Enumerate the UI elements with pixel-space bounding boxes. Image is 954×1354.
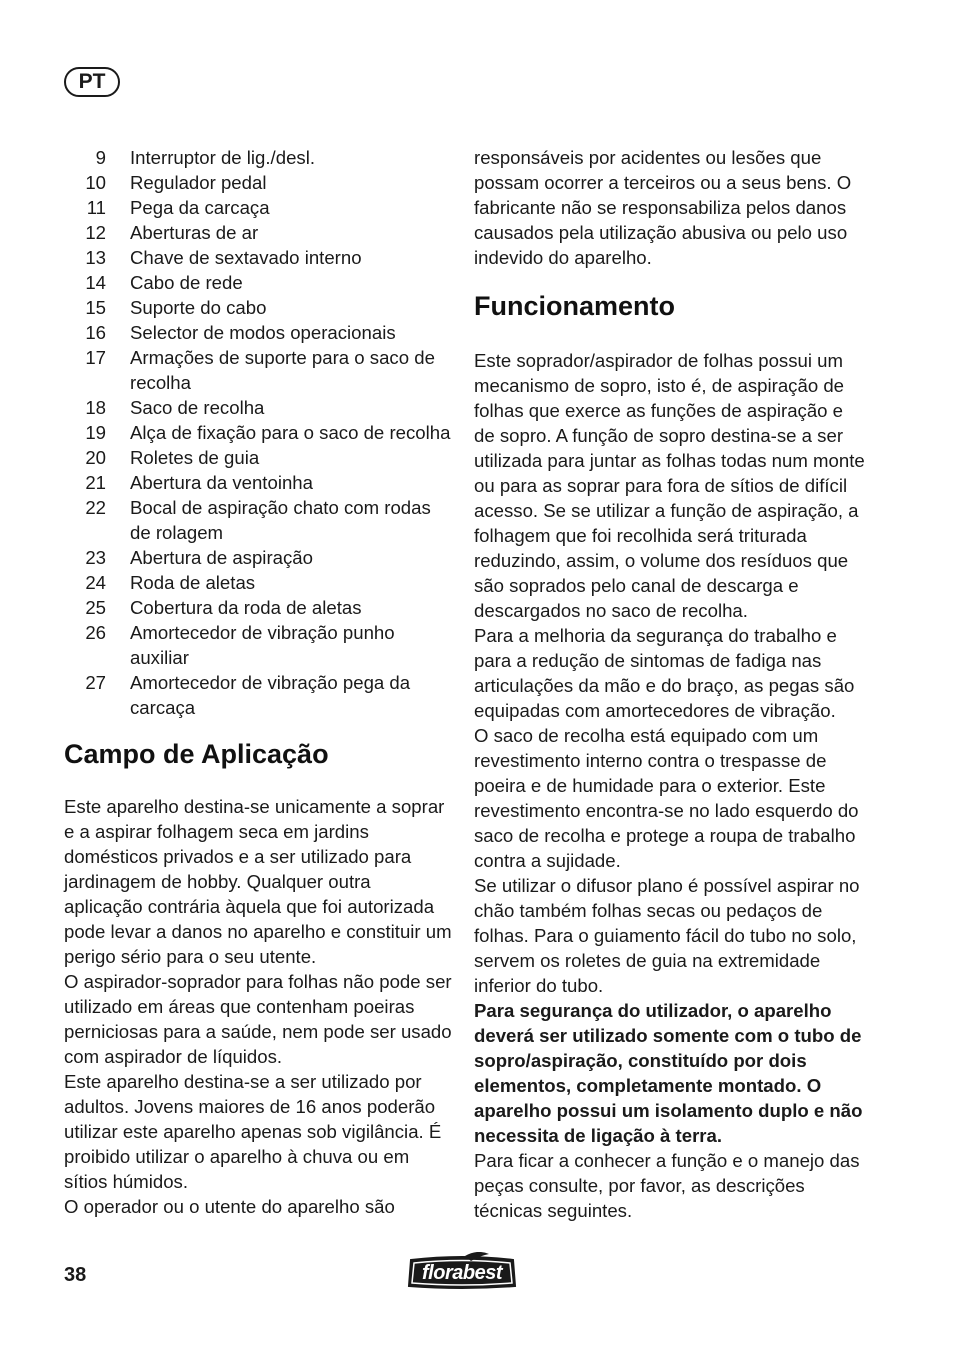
paragraph: O aspirador-soprador para folhas não pode ser utilizado em áreas que contenham poeiras perniciosas para a saúde, nem pode ser usado com aspirador de líquidos. bbox=[64, 971, 452, 1067]
item-number: 17 bbox=[85, 347, 106, 368]
item-label: Pega da carcaça bbox=[130, 197, 270, 218]
safety-notice: Para segurança do utilizador, o aparelho deverá ser utilizado somente com o tubo de sopro/aspiração, constituído por dois elementos, completamente montado. O aparelho possui um isolamento duplo e não necessita de ligação à terra. bbox=[474, 1000, 863, 1146]
parts-list-item bbox=[64, 420, 454, 445]
parts-list-item bbox=[64, 145, 454, 170]
logo-text: florabest bbox=[422, 1261, 502, 1284]
item-number: 22 bbox=[85, 497, 106, 518]
parts-list-item bbox=[64, 245, 454, 270]
item-number: 25 bbox=[85, 597, 106, 618]
item-number: 12 bbox=[85, 222, 106, 243]
parts-list-item bbox=[64, 470, 454, 495]
parts-list-item bbox=[64, 345, 454, 395]
item-number: 10 bbox=[85, 172, 106, 193]
item-label: Cobertura da roda de aletas bbox=[130, 597, 362, 618]
parts-list-item bbox=[64, 570, 454, 595]
item-number: 14 bbox=[85, 272, 106, 293]
paragraph: Este aparelho destina-se unicamente a soprar e a aspirar folhagem seca em jardins domésticos privados e a ser utilizado para jardinagem de hobby. Qualquer outra aplicação contrária àquela que foi autorizada pode levar a danos no aparelho e constituir um perigo sério para o seu utente. bbox=[64, 796, 452, 967]
page-number: 38 bbox=[64, 1264, 87, 1286]
item-number: 19 bbox=[85, 422, 106, 443]
item-label: Chave de sextavado interno bbox=[130, 247, 362, 268]
parts-list-item bbox=[64, 270, 454, 295]
item-label: Saco de recolha bbox=[130, 397, 265, 418]
item-number: 21 bbox=[85, 472, 106, 493]
parts-list-item bbox=[64, 670, 454, 720]
item-number: 13 bbox=[85, 247, 106, 268]
item-number: 11 bbox=[86, 197, 106, 218]
parts-list-item bbox=[64, 495, 454, 545]
language-badge: PT bbox=[64, 67, 120, 97]
parts-list-item bbox=[64, 595, 454, 620]
paragraph: O saco de recolha está equipado com um revestimento interno contra o trespasse de poeira e de humidade para o exterior. Este revestimento encontra-se no lado esquerdo do saco de recolha e protege a roupa de trabalho contra a sujidade. bbox=[474, 725, 859, 871]
parts-list-item bbox=[64, 170, 454, 195]
item-label: Cabo de rede bbox=[130, 272, 243, 293]
parts-list-item bbox=[64, 395, 454, 420]
item-label: Selector de modos operacionais bbox=[130, 322, 396, 343]
paragraph: Este soprador/aspirador de folhas possui um mecanismo de sopro, isto é, de aspiração de folhas que exerce as funções de aspiração e de sopro. A função de sopro destina-se a ser utilizada para juntar as folhas todas num monte ou para as soprar para fora de sítios de difícil acesso. Se se utilizar a função de aspiração, a folhagem que foi recolhida será triturada reduzindo, assim, o volume dos resíduos que são soprados pelo canal de descarga e descargados no saco de recolha. bbox=[474, 350, 865, 621]
left-column bbox=[64, 145, 454, 1219]
parts-list-item bbox=[64, 545, 454, 570]
item-label: Roda de aletas bbox=[130, 572, 256, 593]
paragraph: responsáveis por acidentes ou lesões que possam ocorrer a terceiros ou a seus bens. O fabricante não se responsabiliza pelos danos causados pela utilização abusiva ou pelo uso indevido do aparelho. bbox=[474, 147, 852, 268]
item-number: 16 bbox=[85, 322, 106, 343]
paragraph: Se utilizar o difusor plano é possível aspirar no chão também folhas secas ou pedaços de folhas. Para o guiamento fácil do tubo no solo, servem os roletes de guia na extremidade inferior do tubo. bbox=[474, 875, 860, 996]
item-label: Suporte do cabo bbox=[130, 297, 267, 318]
item-label: Armações de suporte para o saco de recolha bbox=[130, 347, 435, 393]
item-number: 27 bbox=[85, 672, 106, 693]
paragraph: Para ficar a conhecer a função e o manejo das peças consulte, por favor, as descrições técnicas seguintes. bbox=[474, 1150, 860, 1221]
item-number: 24 bbox=[85, 572, 106, 593]
item-label: Amortecedor de vibração punho auxiliar bbox=[130, 622, 395, 668]
parts-list-item bbox=[64, 320, 454, 345]
item-number: 15 bbox=[85, 297, 106, 318]
section-heading-funcionamento: Funcionamento bbox=[474, 291, 675, 321]
item-number: 23 bbox=[85, 547, 106, 568]
paragraph: Este aparelho destina-se a ser utilizado por adultos. Jovens maiores de 16 anos poderão utilizar este aparelho apenas sob vigilância. É proibido utilizar o aparelho à chuva ou em sítios húmidos. bbox=[64, 1071, 442, 1192]
item-number: 20 bbox=[85, 447, 106, 468]
paragraph: O operador ou o utente do aparelho são bbox=[64, 1196, 395, 1217]
section-heading-campo: Campo de Aplicação bbox=[64, 739, 329, 769]
item-label: Alça de fixação para o saco de recolha bbox=[130, 422, 451, 443]
brand-logo bbox=[405, 1252, 519, 1290]
parts-list-item bbox=[64, 220, 454, 245]
item-label: Roletes de guia bbox=[130, 447, 260, 468]
right-column bbox=[474, 145, 866, 1223]
parts-list-item bbox=[64, 295, 454, 320]
item-label: Interruptor de lig./desl. bbox=[130, 147, 316, 168]
item-number: 9 bbox=[95, 147, 106, 168]
parts-list-item bbox=[64, 195, 454, 220]
paragraph: Para a melhoria da segurança do trabalho e para a redução de sintomas de fadiga nas articulações da mão e do braço, as pegas são equipadas com amortecedores de vibração. bbox=[474, 625, 855, 721]
parts-list bbox=[64, 145, 454, 720]
item-label: Aberturas de ar bbox=[130, 222, 259, 243]
item-label: Amortecedor de vibração pega da carcaça bbox=[130, 672, 411, 718]
item-label: Abertura de aspiração bbox=[130, 547, 313, 568]
parts-list-item bbox=[64, 620, 454, 670]
item-label: Regulador pedal bbox=[130, 172, 267, 193]
item-label: Bocal de aspiração chato com rodas de rolagem bbox=[130, 497, 431, 543]
item-number: 18 bbox=[85, 397, 106, 418]
parts-list-item bbox=[64, 445, 454, 470]
item-label: Abertura da ventoinha bbox=[130, 472, 313, 493]
item-number: 26 bbox=[85, 622, 106, 643]
